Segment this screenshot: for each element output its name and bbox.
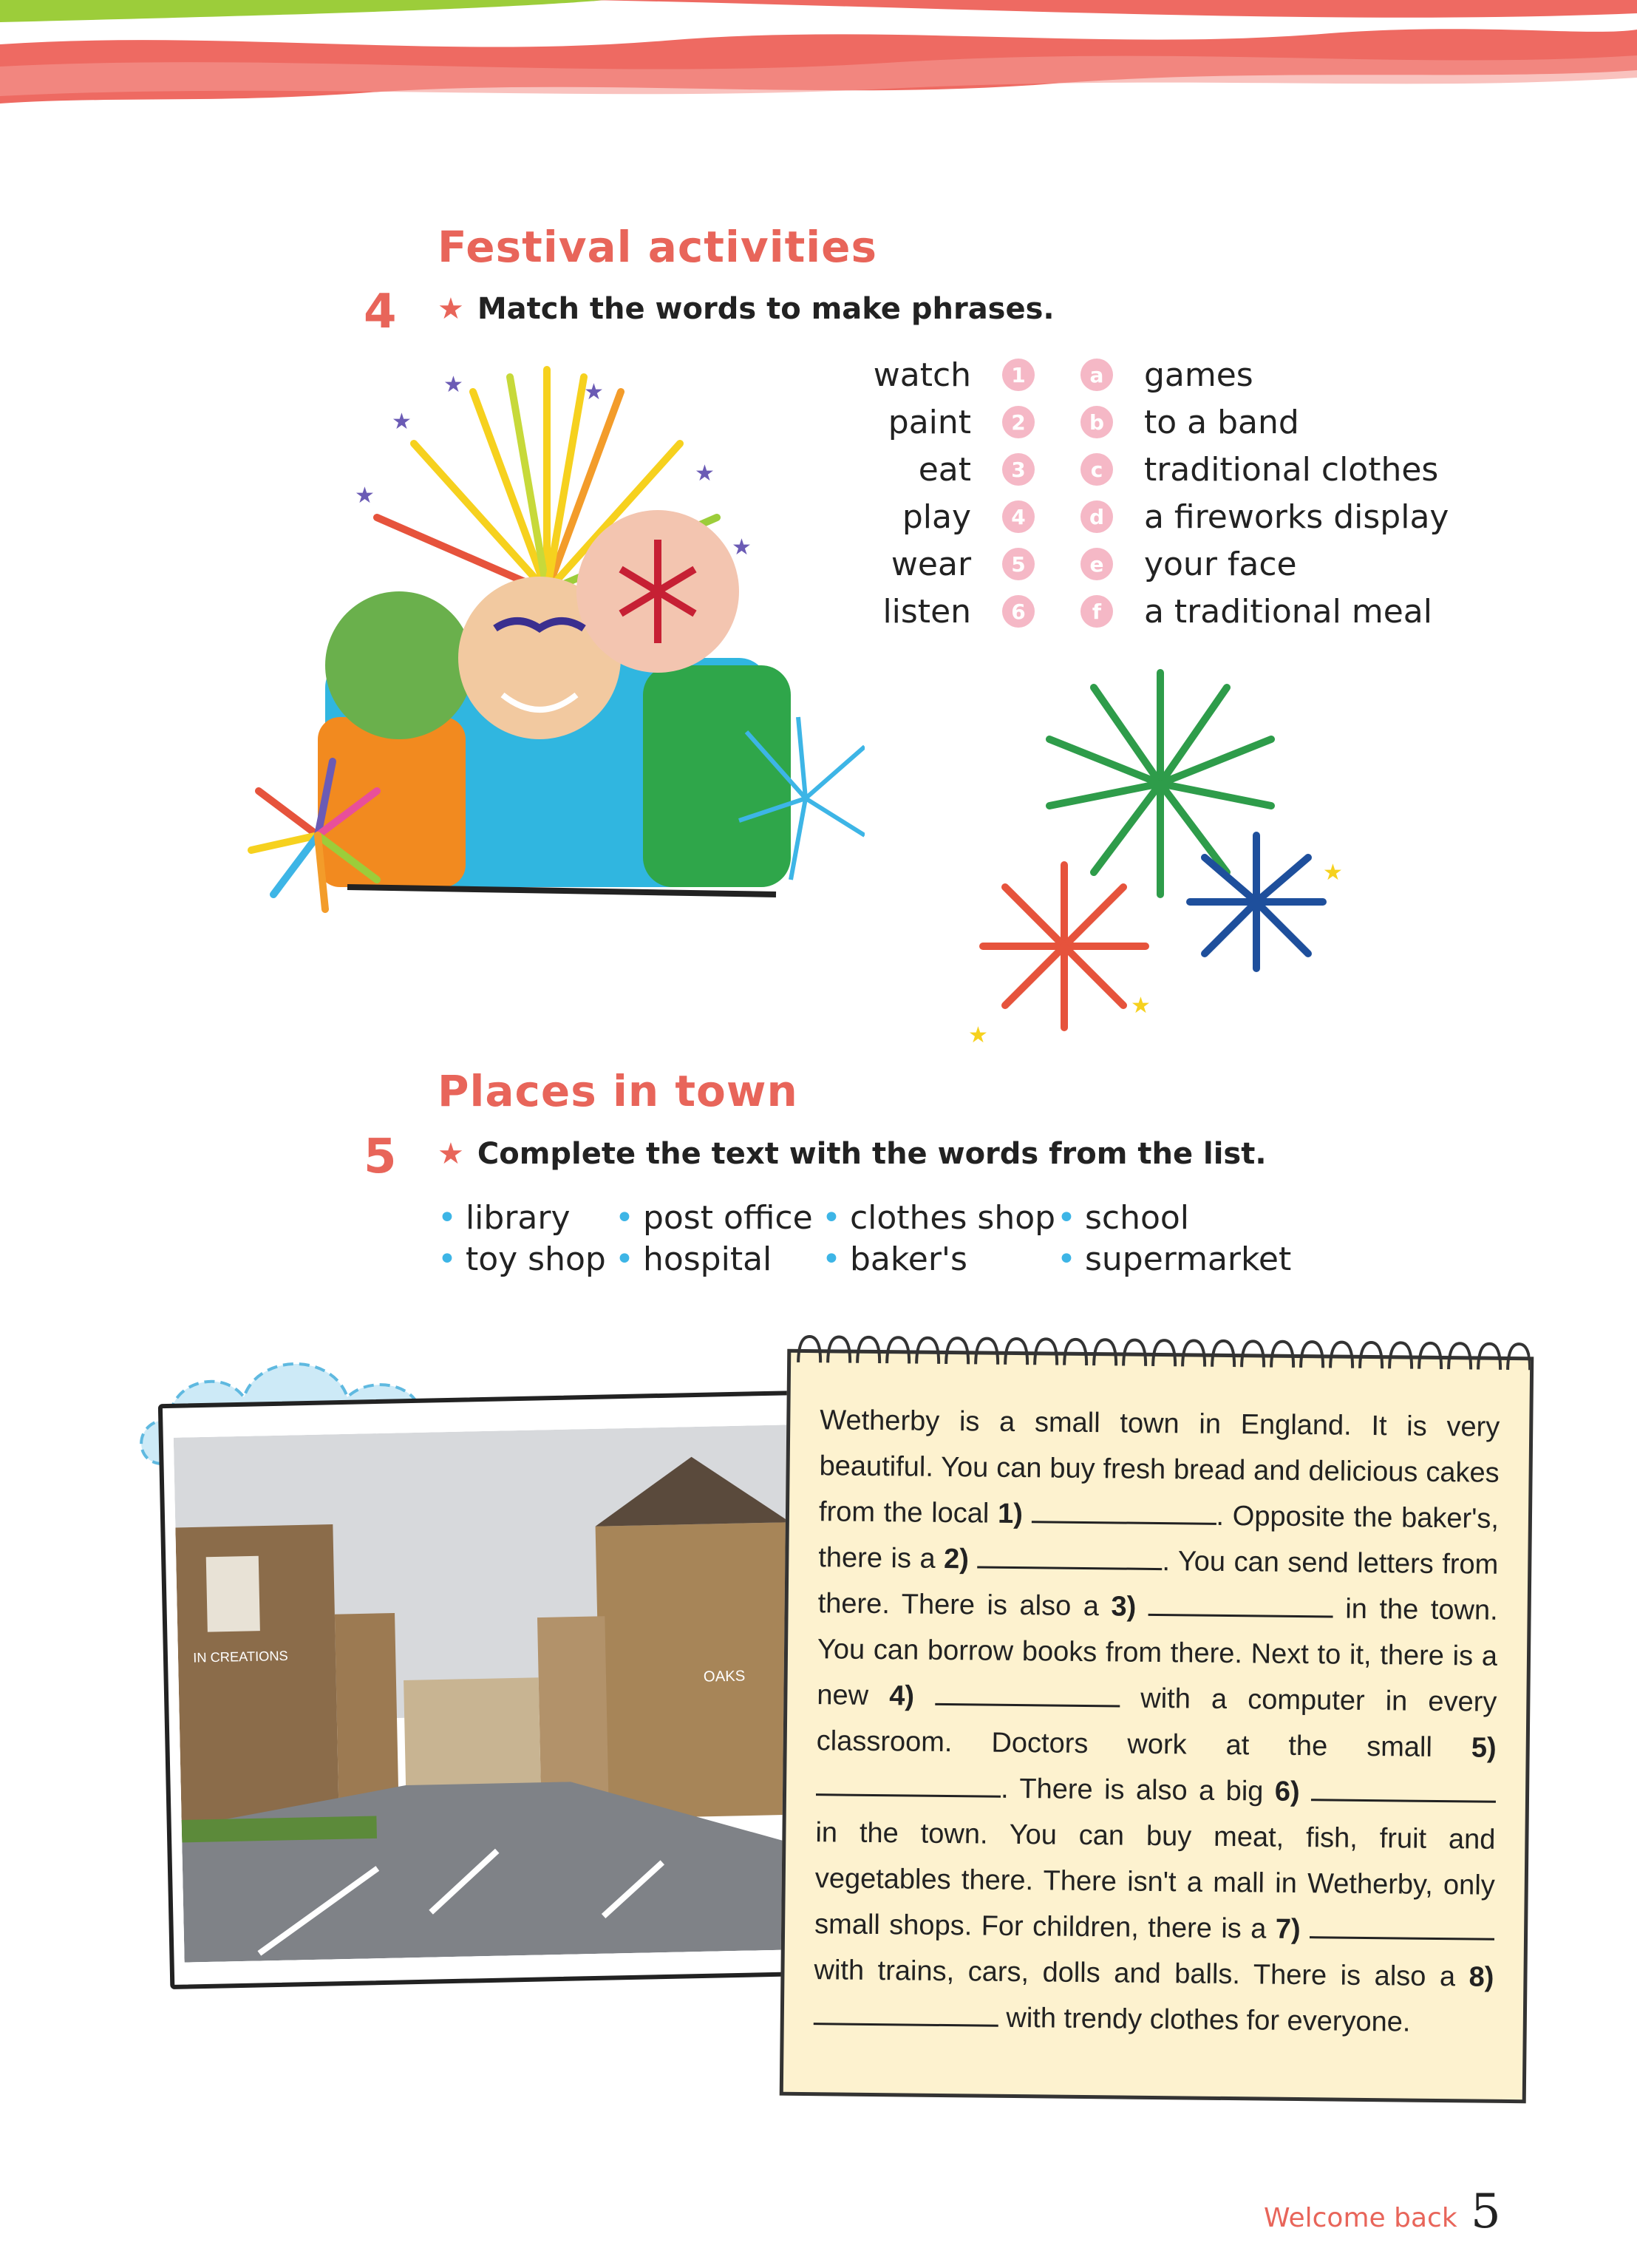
exercise-number-4: 4 bbox=[364, 285, 397, 339]
word-list-item: • school bbox=[1057, 1199, 1190, 1237]
match-right-item: c traditional clothes bbox=[1080, 446, 1438, 493]
svg-text:★: ★ bbox=[355, 483, 375, 509]
exercise-number-5: 5 bbox=[364, 1130, 397, 1184]
gap-number-1: 1) bbox=[997, 1498, 1024, 1530]
match-left-item: play 4 bbox=[902, 493, 1035, 540]
spiral-binding bbox=[791, 1329, 1530, 1374]
svg-text:★: ★ bbox=[443, 372, 463, 398]
word-list-item: • library bbox=[438, 1199, 571, 1237]
gap-number-4: 4) bbox=[889, 1680, 915, 1712]
word-list-item: • baker's bbox=[822, 1240, 967, 1278]
reading-text-note bbox=[780, 1349, 1534, 2104]
match-left-column bbox=[813, 351, 1035, 647]
letter-badge: a bbox=[1080, 359, 1113, 391]
header-decoration bbox=[0, 0, 1637, 126]
word-list-item: • supermarket bbox=[1057, 1240, 1292, 1278]
word-list-item: • clothes shop bbox=[822, 1199, 1056, 1237]
letter-badge: f bbox=[1080, 595, 1113, 628]
letter-badge: c bbox=[1080, 453, 1113, 486]
town-street-photo bbox=[174, 1425, 800, 1962]
svg-text:★: ★ bbox=[968, 1022, 988, 1048]
gap-8[interactable] bbox=[814, 1999, 998, 2027]
number-badge: 3 bbox=[1002, 453, 1035, 486]
svg-text:★: ★ bbox=[1131, 993, 1151, 1019]
instruction-5: ★ Complete the text with the words from the list. bbox=[438, 1137, 1267, 1171]
letter-badge: d bbox=[1080, 500, 1113, 533]
page-number: 5 bbox=[1471, 2184, 1501, 2239]
svg-text:★: ★ bbox=[732, 534, 752, 560]
svg-text:★: ★ bbox=[1323, 860, 1343, 886]
word-list-item: • hospital bbox=[615, 1240, 772, 1278]
gap-number-2: 2) bbox=[943, 1543, 970, 1575]
kids-face-paint-illustration bbox=[229, 347, 865, 939]
match-right-column bbox=[1080, 351, 1524, 647]
section-title-places: Places in town bbox=[438, 1066, 798, 1116]
gap-number-3: 3) bbox=[1111, 1591, 1137, 1623]
match-right-item: d a fireworks display bbox=[1080, 493, 1449, 540]
match-right-item: b to a band bbox=[1080, 398, 1299, 446]
match-left-item: listen 6 bbox=[882, 588, 1035, 635]
match-right-item: e your face bbox=[1080, 540, 1297, 588]
gap-6[interactable] bbox=[1311, 1775, 1496, 1803]
town-photo-frame bbox=[158, 1391, 814, 1989]
svg-text:★: ★ bbox=[695, 461, 715, 486]
match-left-item: eat 3 bbox=[919, 446, 1035, 493]
gap-4[interactable] bbox=[935, 1680, 1120, 1708]
letter-badge: e bbox=[1080, 548, 1113, 580]
star-icon: ★ bbox=[438, 1137, 464, 1171]
number-badge: 4 bbox=[1002, 500, 1035, 533]
gap-1[interactable] bbox=[1031, 1497, 1216, 1525]
footer-label: Welcome back bbox=[1264, 2203, 1457, 2233]
gap-2[interactable] bbox=[977, 1542, 1162, 1570]
shop-sign: IN CREATIONS bbox=[193, 1647, 288, 1666]
match-left-item: watch 1 bbox=[874, 351, 1035, 398]
match-left-item: wear 5 bbox=[891, 540, 1035, 588]
gap-5[interactable] bbox=[816, 1770, 1001, 1798]
gap-7[interactable] bbox=[1310, 1912, 1494, 1941]
match-right-item: a games bbox=[1080, 351, 1253, 398]
gap-number-8: 8) bbox=[1468, 1961, 1494, 1993]
fireworks-illustration bbox=[946, 658, 1360, 1057]
svg-text:★: ★ bbox=[392, 409, 412, 435]
shop-sign: OAKS bbox=[703, 1668, 746, 1685]
section-title-festival: Festival activities bbox=[438, 222, 878, 272]
word-list-item: • toy shop bbox=[438, 1240, 606, 1278]
number-badge: 6 bbox=[1002, 595, 1035, 628]
word-list-item: • post office bbox=[615, 1199, 813, 1237]
gap-number-5: 5) bbox=[1471, 1732, 1497, 1764]
number-badge: 2 bbox=[1002, 406, 1035, 438]
instruction-4: ★ Match the words to make phrases. bbox=[438, 292, 1055, 326]
gap-number-7: 7) bbox=[1275, 1913, 1301, 1946]
gap-number-6: 6) bbox=[1274, 1776, 1300, 1808]
reading-passage: Wetherby is a small town in England. It is very beautiful. You can buy fresh bread and delicious cakes from the local 1) . Opposite the baker's, there is a 2) . You can send letters from there. There is also a 3) in the town. You can borrow books from there. Next to it, there is a new 4) with a computer in every classroom. Doctors work at the small 5) . There is also a big 6) in the town. You can buy meat, fish, fruit and vegetables there. There isn't a mall in Wetherby, only small shops. For children, there is a 7) with trains, cars, dolls and balls. There is also a 8) with trendy clothes for everyone. bbox=[814, 1405, 1500, 2038]
number-badge: 5 bbox=[1002, 548, 1035, 580]
number-badge: 1 bbox=[1002, 359, 1035, 391]
word-list bbox=[438, 1199, 1546, 1288]
svg-text:★: ★ bbox=[584, 379, 604, 405]
letter-badge: b bbox=[1080, 406, 1113, 438]
star-icon: ★ bbox=[438, 292, 464, 326]
gap-3[interactable] bbox=[1148, 1590, 1333, 1618]
match-left-item: paint 2 bbox=[888, 398, 1035, 446]
match-right-item: f a traditional meal bbox=[1080, 588, 1432, 635]
